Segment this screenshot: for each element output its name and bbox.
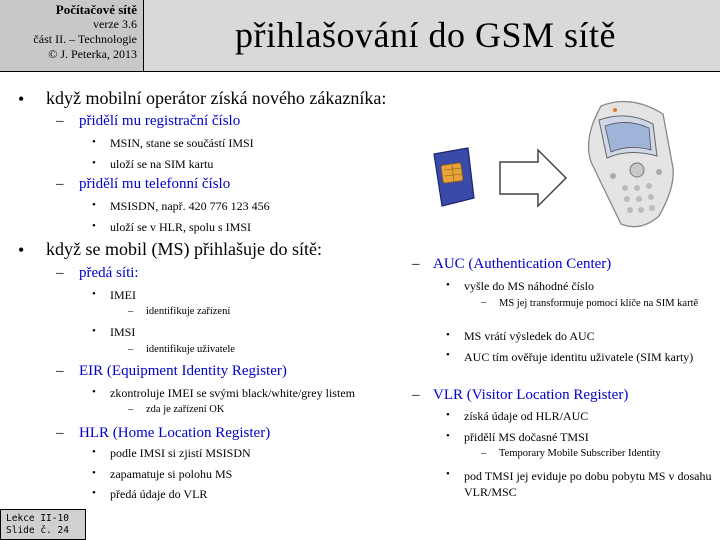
item-auc-verify: AUC tím ověřuje identitu uživatele (SIM karty): [464, 350, 694, 364]
sub-vlr: VLR (Visitor Location Register): [433, 387, 629, 403]
sub-hlr: HLR (Home Location Register): [79, 425, 271, 441]
detail-auc-transform: MS jej transformuje pomocí klíče na SIM kartě: [499, 298, 699, 309]
item-vlr-data: získá údaje od HLR/AUC: [464, 409, 589, 423]
item-hlr-store: uloží se v HLR, spolu s IMSI: [110, 220, 251, 234]
title-bar: [144, 0, 720, 72]
item-auc-random: vyšle do MS náhodné číslo: [464, 279, 594, 293]
dash-icon: –: [412, 256, 420, 272]
mobile-phone-icon: [583, 98, 678, 233]
bullet-icon: •: [92, 325, 96, 337]
bullet-icon: •: [18, 240, 25, 260]
bullet-icon: •: [92, 220, 96, 232]
bullet-icon: •: [92, 386, 96, 398]
course-info-box: [0, 0, 144, 72]
item-msin: MSIN, stane se součástí IMSI: [110, 136, 254, 150]
detail-imsi: identifikuje uživatele: [146, 344, 235, 355]
detail-eir: zda je zařízení OK: [146, 404, 225, 415]
course-name: Počítačové sítě: [55, 2, 137, 17]
detail-imei: identifikuje zařízení: [146, 306, 231, 317]
part: část II. – Technologie: [33, 32, 137, 46]
bullet-icon: •: [92, 446, 96, 458]
item-msisdn: MSISDN, např. 420 776 123 456: [110, 199, 270, 213]
bullet-icon: •: [446, 409, 450, 421]
dash-icon: –: [128, 344, 134, 355]
bullet-icon: •: [92, 136, 96, 148]
sim-card-icon: [434, 148, 474, 206]
item-imei: IMEI: [110, 288, 136, 302]
bullet-icon: •: [446, 329, 450, 341]
item-eir-check: zkontroluje IMEI se svými black/white/grey listem: [110, 386, 355, 400]
bullet-icon: •: [92, 157, 96, 169]
item-vlr-tmsi: přidělí MS dočasné TMSI: [464, 430, 589, 444]
bullet-icon: •: [92, 288, 96, 300]
slide-footer: [0, 509, 86, 540]
slide-number: Slide č. 24: [6, 525, 69, 536]
dash-icon: –: [56, 425, 64, 441]
sub-pass-to-network: předá síti:: [79, 265, 139, 281]
item-hlr-vlr: předá údaje do VLR: [110, 487, 208, 501]
bullet-icon: •: [446, 349, 450, 361]
dash-icon: –: [481, 448, 487, 459]
sub-registration-number: přidělí mu registrační číslo: [79, 113, 241, 129]
dash-icon: –: [56, 176, 64, 192]
bullet-icon: •: [446, 430, 450, 442]
bullet-icon: •: [92, 467, 96, 479]
sub-auc: AUC (Authentication Center): [433, 256, 612, 272]
bullet-icon: •: [446, 279, 450, 291]
item-hlr-location: zapamatuje si polohu MS: [110, 467, 233, 481]
bullet-icon: •: [92, 199, 96, 211]
sub-phone-number: přidělí mu telefonní číslo: [79, 176, 231, 192]
item-vlr-record: pod TMSI jej eviduje po dobu pobytu MS v dosahu VLR/MSC: [464, 469, 712, 499]
bullet-icon: •: [18, 89, 25, 109]
dash-icon: –: [128, 306, 134, 317]
dash-icon: –: [56, 113, 64, 129]
bullet-icon: •: [446, 468, 450, 480]
bullet-new-customer: když mobilní operátor získá nového zákazníka:: [46, 88, 387, 108]
detail-tmsi: Temporary Mobile Subscriber Identity: [499, 448, 661, 459]
slide-title: přihlašování do GSM sítě: [235, 15, 616, 55]
dash-icon: –: [56, 265, 64, 281]
version: verze 3.6: [93, 17, 137, 31]
lecture-label: Lekce II-10: [6, 513, 69, 524]
item-hlr-msisdn: podle IMSI si zjistí MSISDN: [110, 446, 251, 460]
author: © J. Peterka, 2013: [48, 47, 137, 61]
dash-icon: –: [56, 363, 64, 379]
sub-eir: EIR (Equipment Identity Register): [79, 363, 287, 379]
item-sim: uloží se na SIM kartu: [110, 157, 214, 171]
dash-icon: –: [481, 297, 487, 308]
dash-icon: –: [412, 387, 420, 403]
item-auc-result: MS vrátí výsledek do AUC: [464, 329, 595, 343]
dash-icon: –: [128, 404, 134, 415]
bullet-icon: •: [92, 487, 96, 499]
bullet-login: když se mobil (MS) přihlašuje do sítě:: [46, 239, 322, 259]
arrow-right-icon: [500, 150, 566, 206]
item-imsi: IMSI: [110, 325, 136, 339]
